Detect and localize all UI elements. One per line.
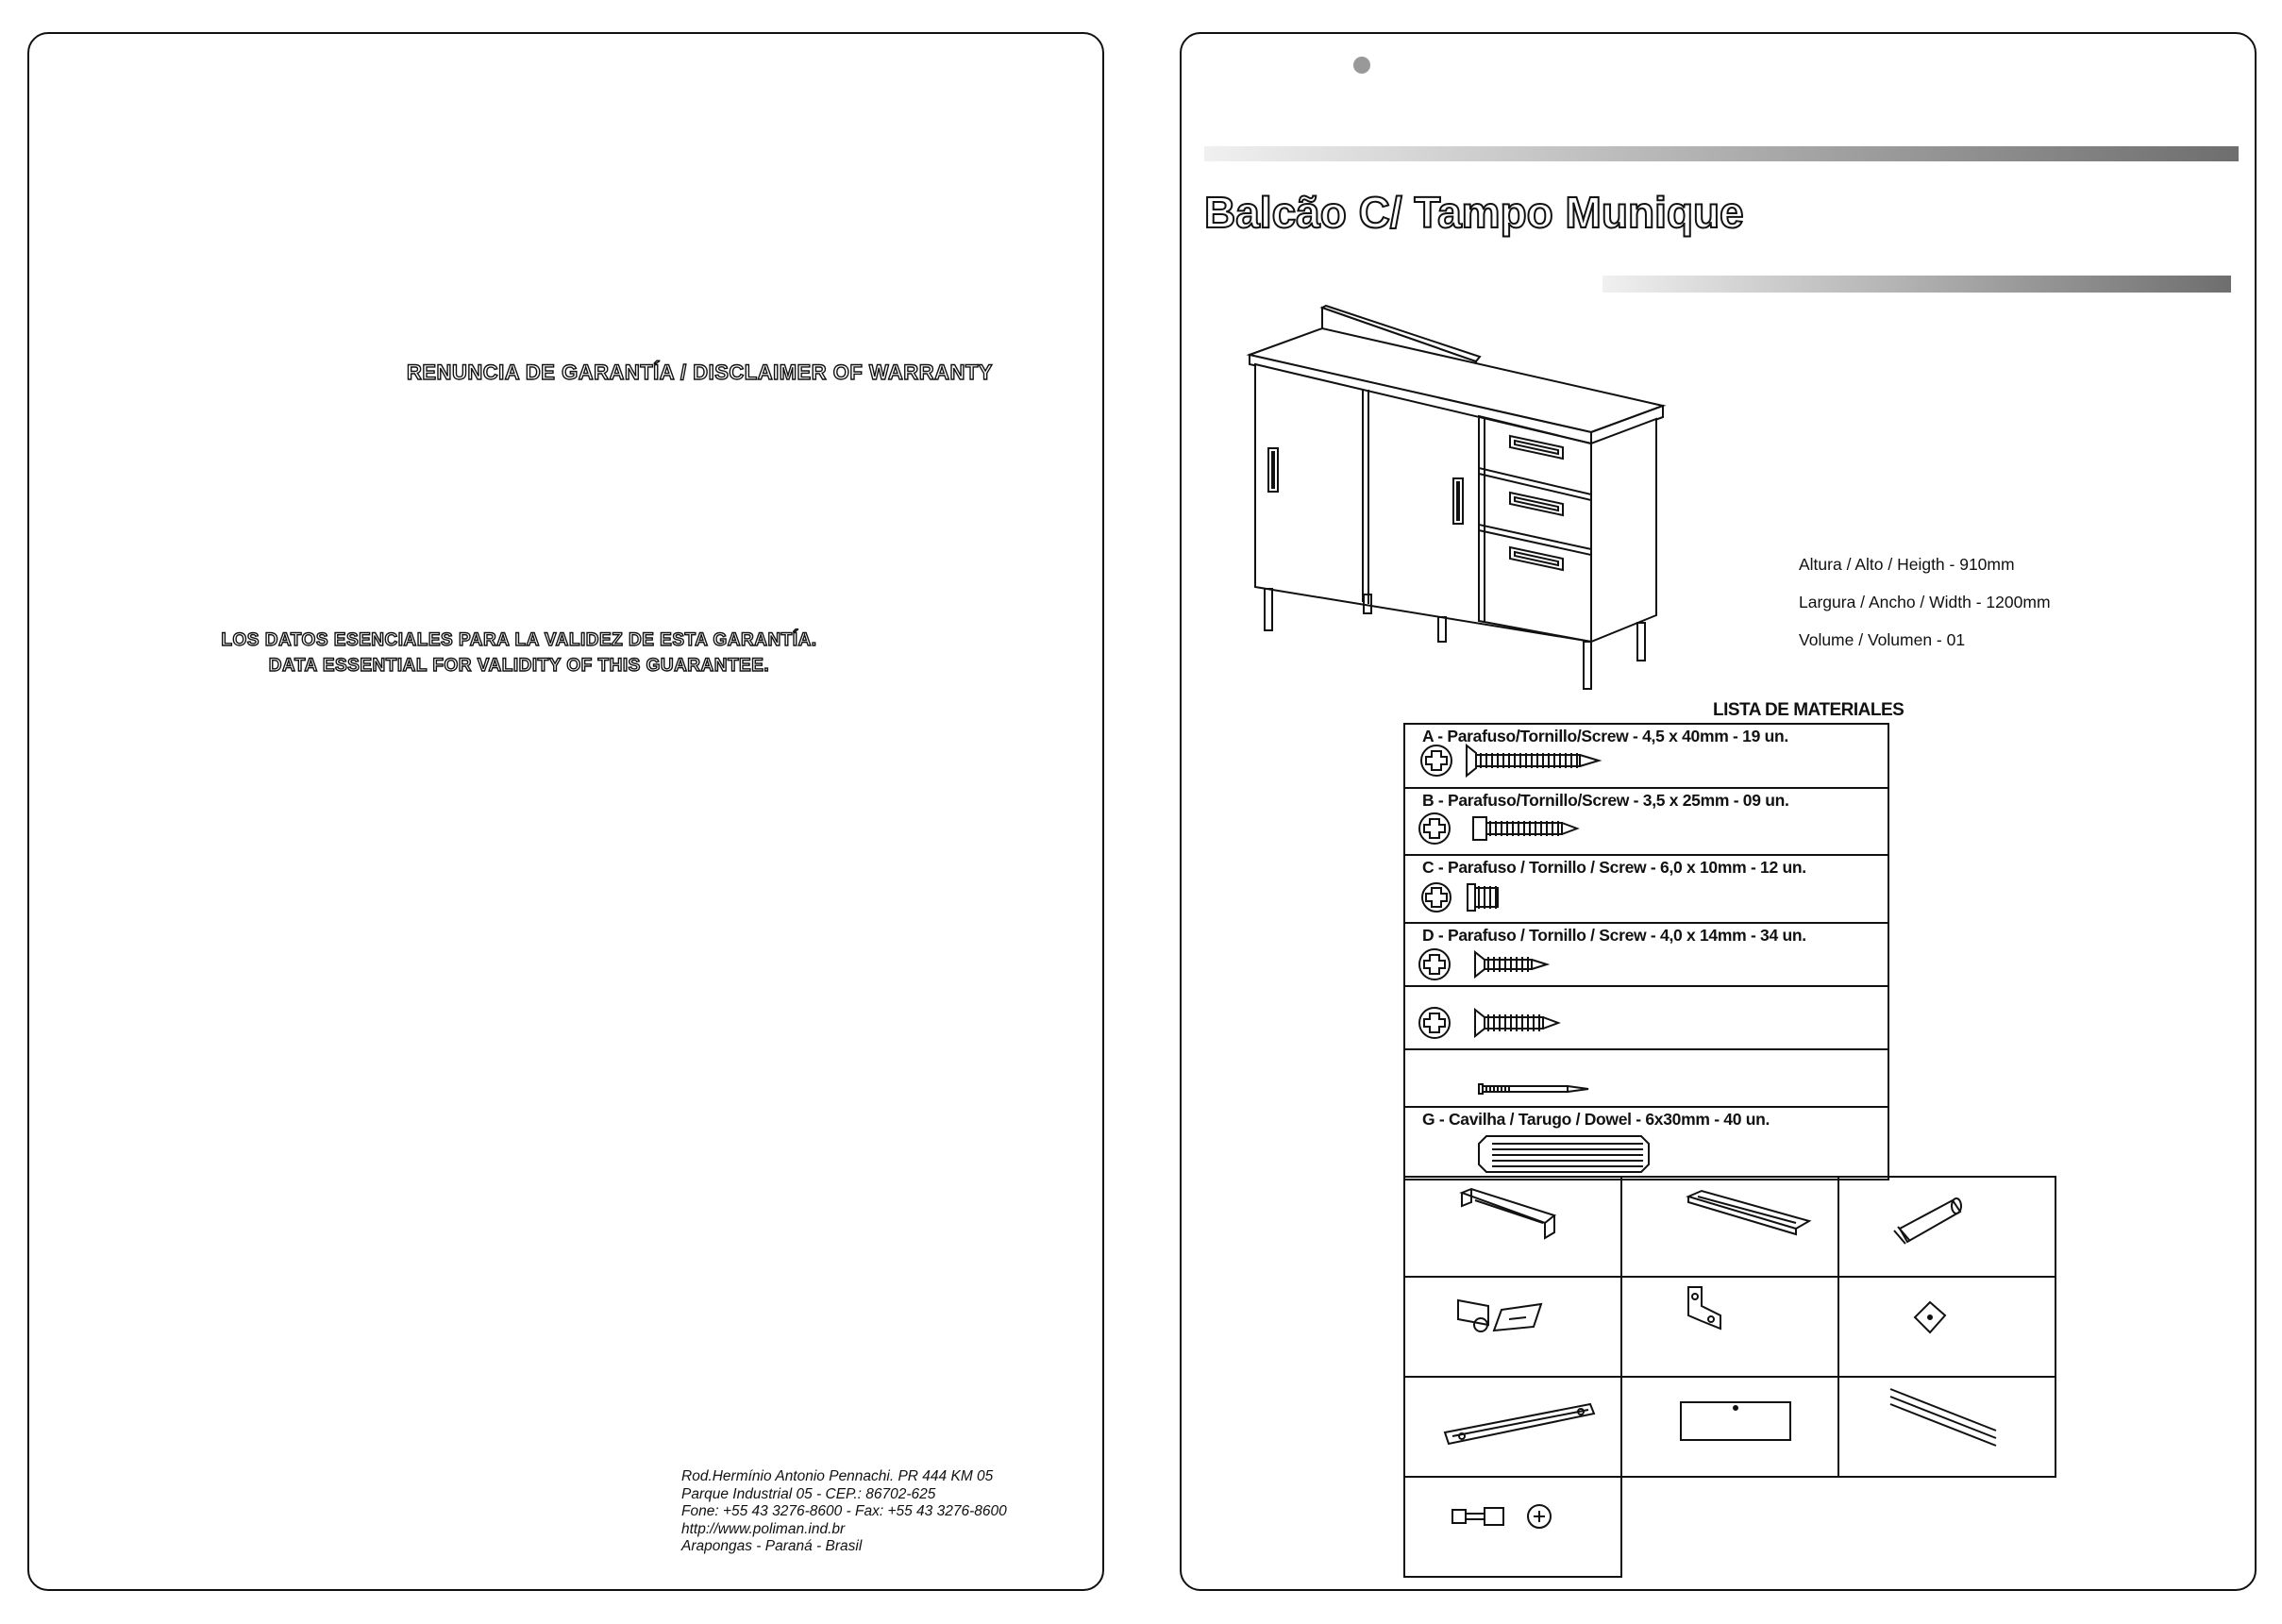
disclaimer-heading: RENUNCIA DE GARANTÍA / DISCLAIMER OF WARRANTY — [407, 360, 993, 384]
medium-screw-icon — [1405, 789, 1891, 856]
hardware-cell — [1620, 1276, 1839, 1378]
foot-plate-icon — [1839, 1278, 2058, 1380]
part-label: A - Parafuso/Tornillo/Screw - 4,5 x 40mm - 19 un. — [1422, 727, 1788, 745]
hardware-cell — [1403, 1476, 1622, 1578]
address-line: Arapongas - Paraná - Brasil — [681, 1538, 863, 1554]
gradient-bar-top — [1204, 146, 2239, 161]
cabinet-illustration — [1236, 302, 1670, 698]
hardware-cell — [1837, 1176, 2056, 1278]
part-row-d — [1405, 924, 1888, 987]
address-line: Fone: +55 43 3276-8600 - Fax: +55 43 3276-8600 — [681, 1503, 1007, 1519]
product-title: Balcão C/ Tampo Munique — [1204, 188, 1744, 237]
part-row-g — [1405, 1108, 1888, 1179]
part-label: D - Parafuso / Tornillo / Screw - 4,0 x 14mm - 34 un. — [1422, 926, 1806, 945]
company-address — [681, 1468, 1007, 1556]
handle-icon — [1622, 1178, 1841, 1280]
part-row-e — [1405, 987, 1888, 1050]
left-page — [27, 32, 1104, 1591]
essential-data-line-es: LOS DATOS ESENCIALES PARA LA VALIDEZ DE ESTA GARANTÍA. — [221, 630, 817, 650]
address-line: Rod.Hermínio Antonio Pennachi. PR 444 KM 05 — [681, 1468, 994, 1484]
website-link[interactable]: http://www.poliman.ind.br — [681, 1520, 846, 1537]
part-label: C - Parafuso / Tornillo / Screw - 6,0 x 10mm - 12 un. — [1422, 858, 1806, 877]
spec-volume: Volume / Volumen - 01 — [1799, 630, 1966, 649]
panel-icon — [1622, 1378, 1841, 1480]
product-specs — [1799, 555, 2051, 668]
gradient-bar-mid — [1602, 276, 2231, 293]
small-screw-icon — [1405, 924, 1891, 987]
rods-icon — [1839, 1378, 2058, 1480]
parts-table — [1403, 723, 1889, 1180]
corner-bracket-icon — [1622, 1278, 1841, 1380]
hardware-cell — [1620, 1376, 1839, 1478]
long-screw-icon — [1405, 725, 1891, 789]
minifix-icon — [1405, 1478, 1624, 1580]
part-row-b — [1405, 789, 1888, 856]
hardware-cell — [1620, 1176, 1839, 1278]
leg-icon — [1839, 1178, 2058, 1280]
essential-data-line-en: DATA ESSENTIAL FOR VALIDITY OF THIS GUARANTEE. — [268, 656, 770, 676]
handle-icon — [1405, 1178, 1624, 1280]
spec-height: Altura / Alto / Heigth - 910mm — [1799, 555, 2015, 574]
nail-icon — [1405, 1050, 1891, 1108]
hinge-icon — [1405, 1278, 1624, 1380]
dowel-icon — [1405, 1108, 1891, 1179]
address-line: Parque Industrial 05 - CEP.: 86702-625 — [681, 1485, 936, 1502]
screw-icon — [1405, 987, 1891, 1050]
hardware-cell — [1837, 1276, 2056, 1378]
drawer-slide-icon — [1405, 1378, 1624, 1480]
part-row-a — [1405, 725, 1888, 789]
short-screw-icon — [1405, 856, 1891, 924]
hardware-cell — [1403, 1376, 1622, 1478]
spec-width: Largura / Ancho / Width - 1200mm — [1799, 593, 2051, 611]
materials-heading: LISTA DE MATERIALES — [1713, 700, 1904, 720]
part-label: G - Cavilha / Tarugo / Dowel - 6x30mm - 40 un. — [1422, 1110, 1770, 1129]
part-row-f — [1405, 1050, 1888, 1108]
hardware-cell — [1403, 1276, 1622, 1378]
gray-dot — [1353, 57, 1370, 74]
part-row-c — [1405, 856, 1888, 924]
hardware-cell — [1403, 1176, 1622, 1278]
hardware-cell — [1837, 1376, 2056, 1478]
part-label: B - Parafuso/Tornillo/Screw - 3,5 x 25mm - 09 un. — [1422, 791, 1789, 810]
